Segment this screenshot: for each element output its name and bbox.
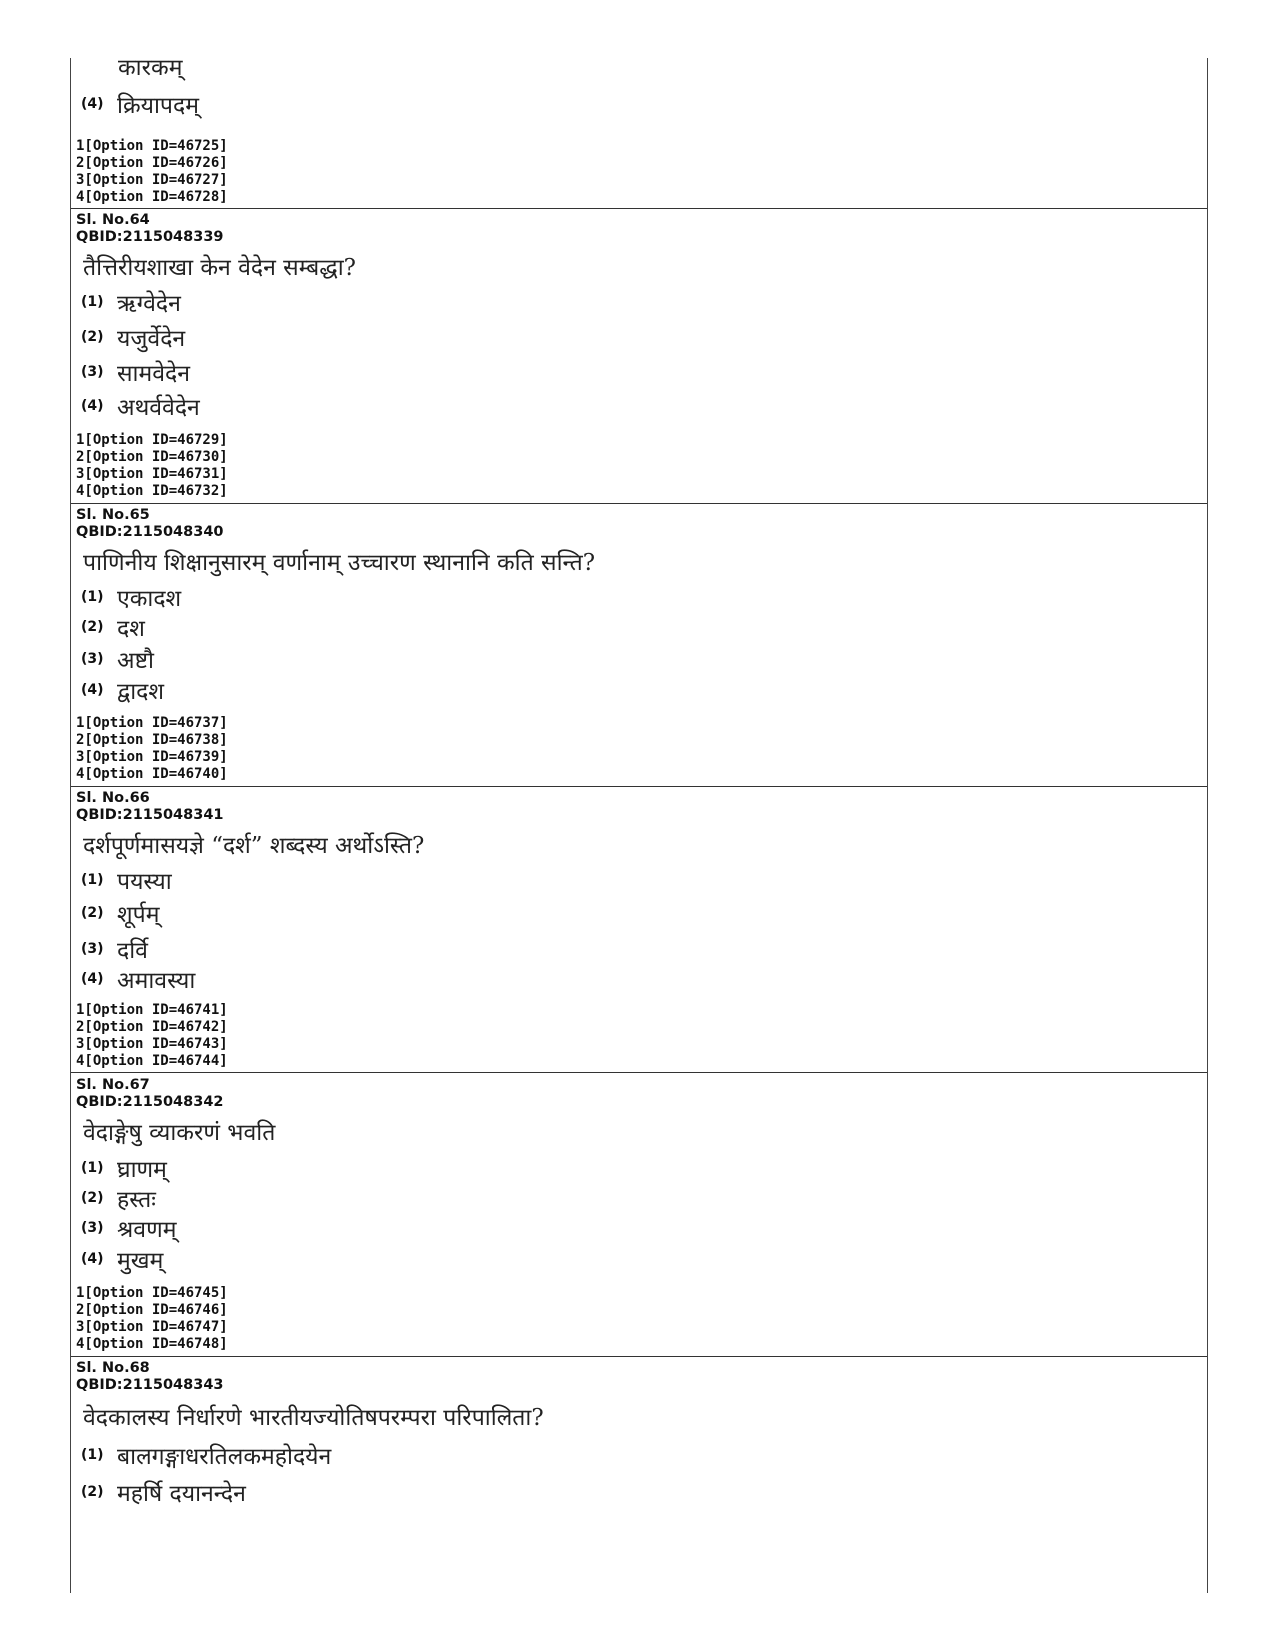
option-item: (3) दर्वि (81, 938, 148, 964)
question-paper-frame (70, 55, 1208, 1593)
question-qbid: QBID:2115048339 (76, 229, 224, 245)
option-id-list: 1[Option ID=46745] 2[Option ID=46746] 3[Option ID=46747] 4[Option ID=46748] (76, 1285, 228, 1352)
option-id-list: 1[Option ID=46741] 2[Option ID=46742] 3[Option ID=46743] 4[Option ID=46744] (76, 1002, 228, 1069)
question-divider (71, 503, 1207, 504)
question-divider (71, 786, 1207, 787)
option-text: क्रियापदम् (117, 93, 199, 119)
question-divider (71, 1072, 1207, 1073)
option-item: (2) महर्षि दयानन्देन (81, 1481, 246, 1507)
question-qbid: QBID:2115048343 (76, 1377, 224, 1393)
option-item: (3) अष्टौ (81, 648, 154, 674)
question-qbid: QBID:2115048342 (76, 1094, 224, 1110)
question-serial: Sl. No.68 QBID:2115048343 (76, 1360, 224, 1393)
option-item: (1) पयस्या (81, 869, 172, 895)
option-item: (1) बालगङ्गाधरतिलकमहोदयेन (81, 1444, 332, 1470)
question-serial: Sl. No.65 QBID:2115048340 (76, 507, 224, 540)
question-qbid: QBID:2115048341 (76, 807, 224, 823)
option-id-list: 1[Option ID=46725] 2[Option ID=46726] 3[Option ID=46727] 4[Option ID=46728] (76, 138, 228, 205)
question-text: तैत्तिरीयशाखा केन वेदेन सम्बद्धा? (83, 255, 356, 281)
option-item: (4) अमावस्या (81, 968, 196, 994)
question-text: वेदाङ्गेषु व्याकरणं भवति (83, 1120, 276, 1146)
question-serial: Sl. No.66 QBID:2115048341 (76, 790, 224, 823)
question-text: दर्शपूर्णमासयज्ञे “दर्श” शब्दस्य अर्थोऽस्ति? (83, 833, 425, 859)
option-id-list: 1[Option ID=46729] 2[Option ID=46730] 3[Option ID=46731] 4[Option ID=46732] (76, 432, 228, 499)
question-serial: Sl. No.64 QBID:2115048339 (76, 212, 224, 245)
option-item: (2) शूर्पम् (81, 902, 160, 928)
question-text: वेदकालस्य निर्धारणे भारतीयज्योतिषपरम्परा परिपालिता? (83, 1405, 544, 1431)
option-item: (1) ऋग्वेदेन (81, 291, 181, 317)
option-item: (4) मुखम् (81, 1248, 164, 1274)
option-number: (4) (81, 96, 104, 112)
option-item: (2) दश (81, 616, 145, 642)
question-qbid: QBID:2115048340 (76, 524, 224, 540)
option-item: (2) हस्तः (81, 1187, 156, 1213)
option-item: (3) श्रवणम् (81, 1217, 177, 1243)
question-serial: Sl. No.67 QBID:2115048342 (76, 1077, 224, 1110)
option-item: (1) घ्राणम् (81, 1157, 167, 1183)
option-item: (4) अथर्ववेदेन (81, 395, 200, 421)
option-item (81, 88, 199, 119)
question-divider (71, 208, 1207, 209)
option-item: (4) द्वादश (81, 679, 165, 705)
question-text: पाणिनीय शिक्षानुसारम् वर्णानाम् उच्चारण स्थानानि कति सन्ति? (83, 550, 596, 576)
question-divider (71, 1356, 1207, 1357)
carry-over-option-text: कारकम् (118, 55, 183, 81)
option-item: (3) सामवेदेन (81, 361, 191, 387)
option-item: (2) यजुर्वेदेन (81, 326, 186, 352)
option-item: (1) एकादश (81, 586, 182, 612)
option-id-list: 1[Option ID=46737] 2[Option ID=46738] 3[Option ID=46739] 4[Option ID=46740] (76, 715, 228, 782)
